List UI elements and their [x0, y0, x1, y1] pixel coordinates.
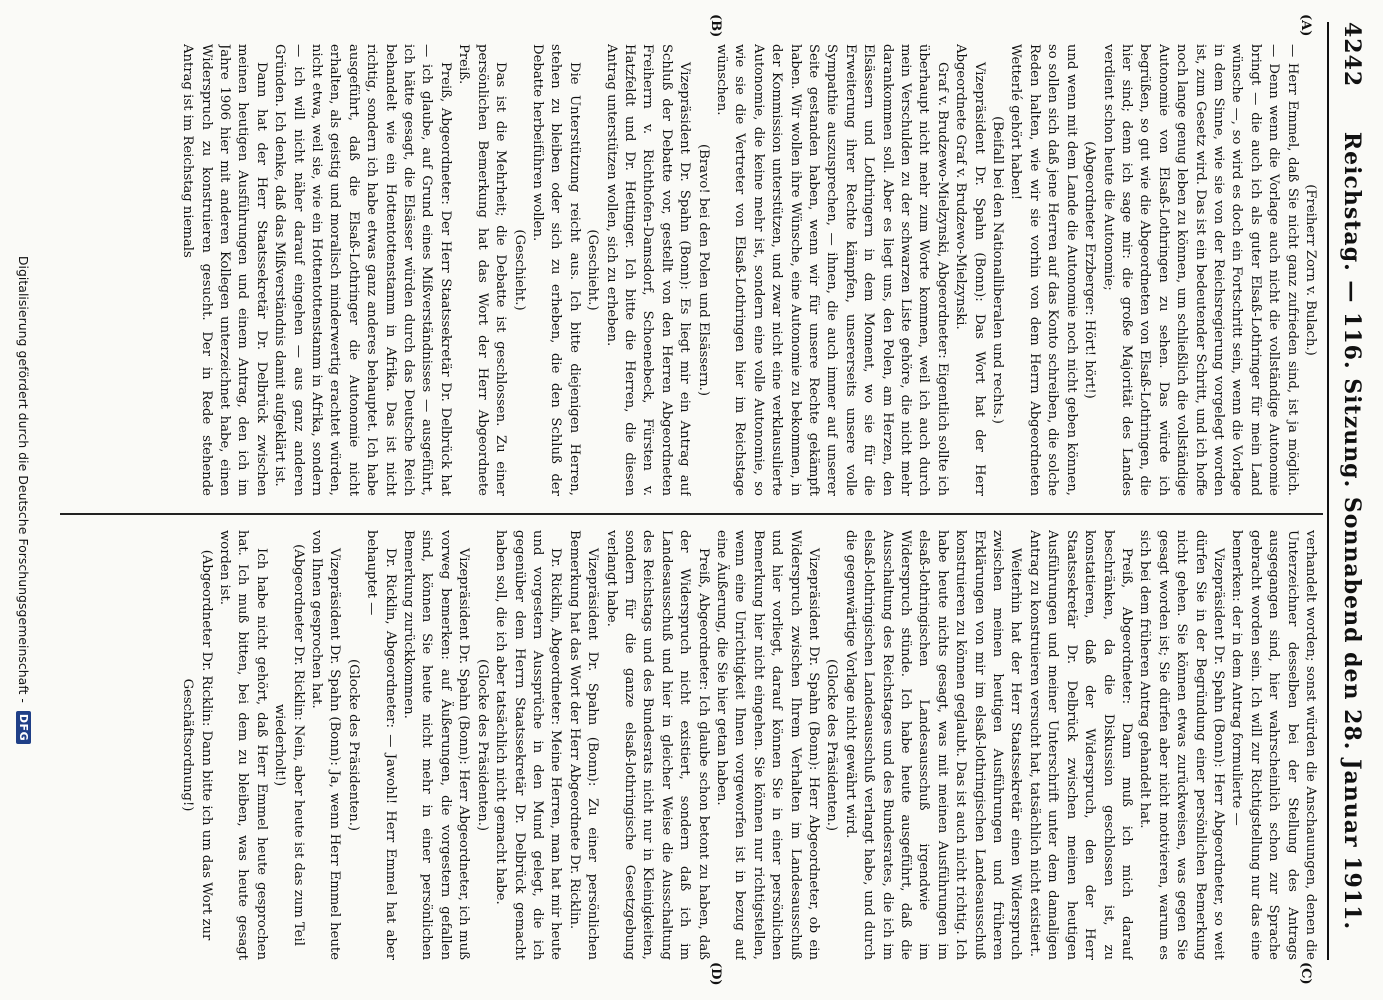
- paragraph: Vizepräsident Dr. Spahn (Bonn): Herr Abgeordneter, ob ein Widerspruch zwischen Ihrem Verhalten im Landesausschuß und hier vorliegt, darauf können Sie in einer persönlichen Bemerkung hier nicht eingehen. Sie können nur richtigstellen, wenn eine Unrichtigkeit Ihnen vorgeworfen ist in bezug auf eine Äußerung, die Sie hier getan haben.: [714, 530, 822, 960]
- header-rule: [1327, 22, 1329, 960]
- paragraph: und wenn mit dem Lande die Autonomie noch nicht geben können, so sollen sich daß jene Herren auf das Konto schreiben, die solche Reden halten, wie wir sie vorhin von dem Herrn Abgeordneten Wetterlé gehört haben!: [1008, 44, 1079, 496]
- stage-direction: (Glocke des Präsidenten.): [345, 658, 361, 832]
- stage-direction: (Freiherr Zorn v. Bulach.): [1303, 184, 1318, 356]
- stage-direction: (Abgeordneter Erzberger: Hört! hört!): [1082, 141, 1098, 399]
- paragraph: Preiß, Abgeordneter: Der Herr Staatssekretär Dr. Delbrück hat — ich glaube, auf Grund eines Mißverständnisses — ausgeführt, ich hätte gesagt, die Elsässer würden durch das Deutsche Reich behandelt wie ein Hottentottenstamm in Afrika. Das ist nicht richtig, sondern ich habe etwas ganz anderes behauptet. Ich habe ausgeführt, daß die Elsaß-Lothringer die Autonomie nicht erhalten, als geistig und moralisch minderwertig erachtet würden, nicht etwa, weil sie, wie ein Hottentottenstamm in Afrika, sondern — ich will nicht näher darauf eingehen — aus ganz anderen Gründen. Ich denke, daß das Mißverständnis damit aufgeklärt ist.: [272, 44, 453, 496]
- text-column-right: [70, 530, 1319, 960]
- paragraph: Vizepräsident Dr. Spahn (Bonn): Zu einer persönlichen Bemerkung hat das Wort der Herr Abgeordnete Dr. Ricklin.: [566, 530, 601, 960]
- margin-mark-c: (C): [1298, 962, 1313, 985]
- paragraph: — Herr Emmel, daß Sie nicht ganz zufrieden sind, ist ja möglich. — Denn wenn die Vorlage auch nicht die vollständige Autonomie bringt — die auch ich als guter Elsaß-Lothringer für mein Land wünsche —, so wird es doch ein Fortschritt sein, wenn die Vorlage in dem Sinne, wie sie von der Reichsregierung vorgelegt worden ist, zum Gesetz wird. Das ist ein bedeutender Schritt, und ich hoffe noch lange genug leben zu können, um schließlich die vollständige Autonomie von Elsaß-Lothringen zu sehen. Das würde ich begrüßen, so gut wie die Abgeordneten von Elsaß-Lothringen, die hier sind; denn ich sage mir: die große Majorität des Landes verdient schon heute die Autonomie;: [1100, 44, 1300, 496]
- paragraph: Dr. Ricklin, Abgeordneter: Meine Herren, man hat mir heute und vorgestern Aussprüche in den Mund gelegt, die ich gegenüber dem Herrn Staatssekretär Dr. Delbrück gemacht haben soll, die ich aber tatsächlich nicht gemacht habe.: [493, 530, 564, 960]
- stage-direction: (Glocke des Präsidenten.): [824, 658, 840, 832]
- digitization-credit: [14, 0, 34, 1000]
- paragraph: Das ist die Mehrheit; die Debatte ist geschlossen. Zu einer persönlichen Bemerkung hat das Wort der Herr Abgeordnete Preiß.: [456, 44, 509, 496]
- paragraph: Ich habe nicht gehört, daß Herr Emmel heute gesprochen hat. Ich muß bitten, bei dem zu bleiben, was heute gesagt worden ist.: [217, 530, 269, 960]
- stage-direction: (Geschieht.): [511, 229, 527, 311]
- paragraph: Vizepräsident Dr. Spahn (Bonn): Herr Abgeordneter, so weit dürfen Sie in der Begründung einer persönlichen Bemerkung nicht gehen. Sie können etwas zurückweisen, was gegen Sie gesagt worden ist; Sie dürfen aber nicht motivieren, warum es sich bei dem früheren Antrag gehandelt hat.: [1137, 530, 1226, 960]
- page-title: Reichstag. — 116. Sitzung. Sonnabend den 28. Januar 1911.: [1339, 131, 1365, 931]
- margin-mark-b: (B): [708, 14, 723, 38]
- stage-direction: (Abgeordneter Dr. Ricklin: Dann bitte ich um das Wort zur Geschäftsordnung!): [180, 549, 214, 941]
- stage-direction: (Geschieht.): [585, 229, 601, 311]
- paragraph: Vizepräsident Dr. Spahn (Bonn): Das Wort hat der Herr Abgeordnete Graf v. Brudzewo-Mielzynski.: [953, 44, 987, 496]
- paragraph: Dann hat der Herr Staatssekretär Dr. Delbrück zwischen meinen heutigen Ausführungen und einem Antrag, den ich im Jahre 1906 hier mit anderen Kollegen unterzeichnet habe, einen Widerspruch zu konstruieren gesucht. Der in Rede stehende Antrag ist im Reichstag niemals: [180, 44, 269, 496]
- paragraph: Graf v. Brudzewo-Mielzynski, Abgeordneter: Eigentlich sollte ich überhaupt nicht mehr zum Worte kommen, weil ich auch durch mein Verschulden zu der schwarzen Liste gehöre, die nicht mehr darankommen soll. Aber es liegt uns, den Polen, am Herzen, den Elsässern und Lothringern in dem Moment, wo sie für die Erweiterung ihrer Rechte kämpfen, unsererseits unsere volle Sympathie auszusprechen, — ihnen, die auch immer auf unserer Seite gestanden haben, wenn wir für unsere Rechte gekämpft haben. Wir wollen ihre Wünsche, eine Autonomie zu bekommen, in der Kommission unterstützen, und zwar nicht eine verklausulierte Autonomie, die keine mehr ist, sondern eine volle Autonomie, so wie sie die Vertreter von Elsaß-Lothringen hier im Reichstage wünschen.: [714, 44, 950, 496]
- paragraph: Vizepräsident Dr. Spahn (Bonn): Es liegt mir ein Antrag auf Schluß der Debatte vor, gestellt von den Herren Abgeordneten Freiherrn v. Richthofen-Damsdorf, Schoenebeck, Fürsten v. Hatzfeldt und Dr. Hettinger. Ich bitte die Herren, die diesen Antrag unterstützen wollen, sich zu erheben.: [603, 44, 693, 496]
- margin-mark-a: (A): [1298, 14, 1313, 37]
- stage-direction: (Beifall bei den Nationalliberalen und rechts.): [990, 116, 1006, 424]
- dfg-logo: DFG: [17, 711, 32, 744]
- paragraph: Preiß, Abgeordneter: Dann muß ich mich darauf beschränken, da die Diskussion geschlossen ist, zu konstatieren, daß der Widerspruch, den der Herr Staatssekretär Dr. Delbrück zwischen meinen heutigen Ausführungen und meiner Unterschrift unter dem damaligen Antrag zu konstruieren versucht hat, tatsächlich nicht existiert.: [1026, 530, 1134, 960]
- page-number: 4242: [1339, 22, 1365, 88]
- stage-direction: (Bravo! bei den Polen und Elsässern.): [695, 143, 711, 397]
- margin-mark-d: (D): [708, 962, 723, 986]
- credit-text: Digitalisierung gefördert durch die Deutsche Forschungsgemeinschaft -: [16, 255, 32, 703]
- paragraph: Preiß, Abgeordneter: Ich glaube schon betont zu haben, daß der Widerspruch nicht existiert, sondern daß ich im Landesausschuß und hier in gleicher Weise die Ausschaltung des Reichstags und des Bundesrats nicht nur in Kleinigkeiten, sondern für die ganze elsaß-lothringische Gesetzgebung verlangt habe.: [603, 530, 711, 960]
- paragraph: Vizepräsident Dr. Spahn (Bonn): Herr Abgeordneter, ich muß vorweg bemerken: auf Äußerungen, die vorgestern gefallen sind, können Sie heute nicht mehr in einer persönlichen Bemerkung zurückkommen.: [401, 530, 472, 960]
- text-column-left: [70, 44, 1319, 496]
- stage-direction: (Glocke des Präsidenten.): [474, 658, 490, 832]
- paragraph: Vizepräsident Dr. Spahn (Bonn): Ja, wenn Herr Emmel heute von Ihnen gesprochen hat.: [309, 530, 343, 960]
- paragraph: Dr. Ricklin, Abgeordneter: — Jawohl! Herr Emmel hat aber behauptet —: [364, 530, 398, 960]
- page-header: [1335, 22, 1365, 960]
- paragraph: Die Unterstützung reicht aus. Ich bitte diejenigen Herren, stehen zu bleiben oder sich zu erheben, die den Schluß der Debatte herbeiführen wollen.: [529, 44, 582, 496]
- column-divider: [60, 513, 1323, 515]
- paragraph: Weiterhin hat der Herr Staatssekretär einen Widerspruch zwischen meinen heutigen Ausführungen und früheren Erklärungen von mir im elsaß-lothringischen Landesausschuß konstruieren zu können geglaubt. Das ist auch nicht richtig. Ich habe heute nichts gesagt, was mit meinen Ausführungen im elsaß-lothringischen Landesausschuß irgendwie im Widerspruch stünde. Ich habe heute ausgeführt, daß die Ausschaltung des Reichstages und des Bundesrates, die ich im elsaß-lothringischen Landesausschuß verlangt habe, und durch die gegenwärtige Vorlage nicht gewährt wird.: [842, 530, 1024, 960]
- stage-direction: (Abgeordneter Dr. Ricklin: Nein, aber heute ist das zum Teil wiederholt!): [272, 544, 306, 946]
- paragraph: verhandelt worden; sonst würden die Anschauungen, denen die Unterzeichner desselben bei der Stellung des Antrags ausgegangen sind, hier wahrscheinlich schon zur Sprache gebracht worden sein. Ich will zur Richtigstellung nur das eine bemerken: der in dem Antrag formulierte —: [1229, 530, 1318, 960]
